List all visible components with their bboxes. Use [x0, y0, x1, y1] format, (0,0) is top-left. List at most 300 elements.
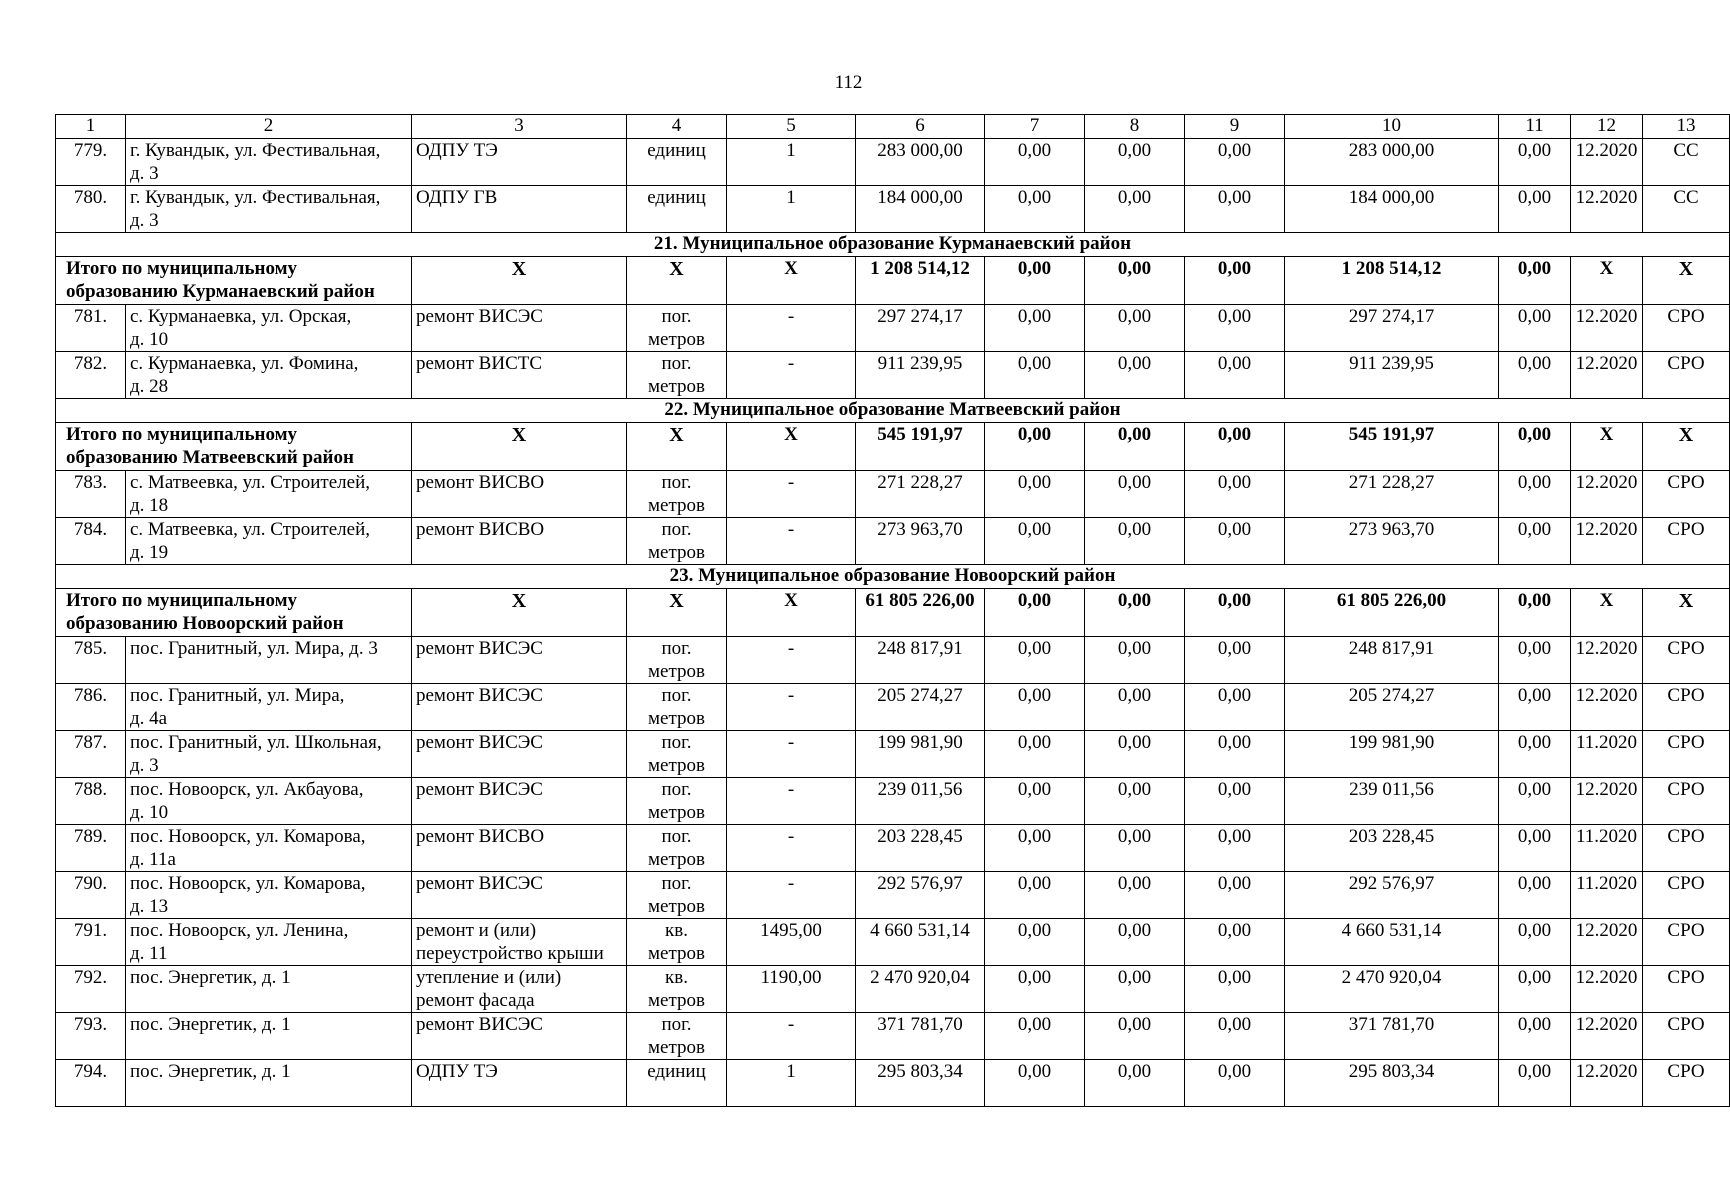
- row-col7: 0,00: [985, 966, 1085, 1013]
- row-col11: 0,00: [1499, 966, 1571, 1013]
- row-work-type: [412, 1013, 627, 1060]
- row-address: [126, 731, 412, 778]
- row-col11: 0,00: [1499, 471, 1571, 518]
- row-work-type: [412, 186, 627, 233]
- row-col11: 0,00: [1499, 684, 1571, 731]
- row-col8: 0,00: [1085, 186, 1185, 233]
- row-quantity: 1190,00: [727, 966, 856, 1013]
- row-col11: 0,00: [1499, 637, 1571, 684]
- total-label: [56, 257, 412, 305]
- row-number: 780.: [56, 186, 126, 233]
- table-row: [56, 684, 1730, 731]
- row-number: 788.: [56, 778, 126, 825]
- row-unit: [627, 825, 727, 872]
- row-fund: СРО: [1643, 919, 1730, 966]
- row-quantity: -: [727, 684, 856, 731]
- row-unit: [627, 966, 727, 1013]
- header-cell: 1: [56, 115, 126, 139]
- row-date: 12.2020: [1571, 139, 1643, 186]
- row-number: 785.: [56, 637, 126, 684]
- row-address: [126, 139, 412, 186]
- row-work-type-line: ремонт ВИСЭС: [416, 873, 543, 894]
- row-address-line: д. 3: [130, 755, 159, 776]
- row-unit-line: метров: [648, 329, 705, 350]
- total-col10: 545 191,97: [1285, 423, 1499, 471]
- table-row: [56, 352, 1730, 399]
- row-fund: СРО: [1643, 1013, 1730, 1060]
- total-col7: 0,00: [985, 589, 1085, 637]
- row-col7: 0,00: [985, 471, 1085, 518]
- row-col11: 0,00: [1499, 139, 1571, 186]
- row-col8: 0,00: [1085, 1060, 1185, 1107]
- row-fund: СРО: [1643, 731, 1730, 778]
- row-address: [126, 1013, 412, 1060]
- row-fund: СРО: [1643, 966, 1730, 1013]
- total-col7: 0,00: [985, 423, 1085, 471]
- total-x-col5: X: [727, 589, 856, 637]
- row-unit: [627, 518, 727, 565]
- row-work-type-line: ремонт ВИСЭС: [416, 685, 543, 706]
- row-col11: 0,00: [1499, 186, 1571, 233]
- row-fund: СРО: [1643, 305, 1730, 352]
- row-address-line: пос. Энергетик, д. 1: [130, 1061, 291, 1082]
- row-quantity: 1: [727, 1060, 856, 1107]
- table-row: [56, 637, 1730, 684]
- row-number: 789.: [56, 825, 126, 872]
- row-work-type: [412, 352, 627, 399]
- row-col11: 0,00: [1499, 919, 1571, 966]
- row-total-cost: 203 228,45: [856, 825, 985, 872]
- total-x-col13: X: [1643, 589, 1730, 637]
- row-date: 11.2020: [1571, 872, 1643, 919]
- row-unit: [627, 637, 727, 684]
- header-cell: 7: [985, 115, 1085, 139]
- row-number: 791.: [56, 919, 126, 966]
- row-fund: СРО: [1643, 471, 1730, 518]
- row-address-line: д. 3: [130, 163, 159, 184]
- row-work-type-line: ремонт ВИСВО: [416, 519, 545, 540]
- row-number: 781.: [56, 305, 126, 352]
- row-col7: 0,00: [985, 1013, 1085, 1060]
- row-address: [126, 919, 412, 966]
- header-cell: 9: [1185, 115, 1285, 139]
- row-col10: 239 011,56: [1285, 778, 1499, 825]
- row-total-cost: 295 803,34: [856, 1060, 985, 1107]
- row-col11: 0,00: [1499, 1013, 1571, 1060]
- row-unit-line: пог.: [661, 1014, 692, 1035]
- total-label-line: Итого по муниципальному: [66, 424, 298, 445]
- row-unit: [627, 684, 727, 731]
- row-unit-line: метров: [648, 661, 705, 682]
- row-number: 787.: [56, 731, 126, 778]
- row-unit-line: метров: [648, 495, 705, 516]
- row-number: 779.: [56, 139, 126, 186]
- row-col11: 0,00: [1499, 825, 1571, 872]
- row-unit-line: метров: [648, 708, 705, 729]
- row-total-cost: 371 781,70: [856, 1013, 985, 1060]
- table-body: [56, 115, 1730, 1107]
- row-fund: СРО: [1643, 352, 1730, 399]
- header-cell: 12: [1571, 115, 1643, 139]
- total-label: [56, 589, 412, 637]
- row-col8: 0,00: [1085, 778, 1185, 825]
- row-number: 784.: [56, 518, 126, 565]
- row-col7: 0,00: [985, 731, 1085, 778]
- row-date: 12.2020: [1571, 1013, 1643, 1060]
- total-col11: 0,00: [1499, 423, 1571, 471]
- row-number: 786.: [56, 684, 126, 731]
- row-work-type-line: ремонт ВИСЭС: [416, 732, 543, 753]
- row-col9: 0,00: [1185, 637, 1285, 684]
- table-row: [56, 1013, 1730, 1060]
- row-col7: 0,00: [985, 139, 1085, 186]
- section-title: 23. Муниципальное образование Новоорский район: [56, 565, 1730, 589]
- total-label-line: образованию Новоорский район: [66, 613, 344, 634]
- row-col9: 0,00: [1185, 778, 1285, 825]
- total-sum: 1 208 514,12: [856, 257, 985, 305]
- row-total-cost: 184 000,00: [856, 186, 985, 233]
- row-address: [126, 825, 412, 872]
- section-title: 21. Муниципальное образование Курманаевский район: [56, 233, 1730, 257]
- header-cell: 11: [1499, 115, 1571, 139]
- total-x-col13: X: [1643, 423, 1730, 471]
- row-unit-line: пог.: [661, 472, 692, 493]
- row-address-line: с. Матвеевка, ул. Строителей,: [130, 519, 370, 540]
- row-col9: 0,00: [1185, 139, 1285, 186]
- row-total-cost: 248 817,91: [856, 637, 985, 684]
- row-col9: 0,00: [1185, 872, 1285, 919]
- total-row: [56, 589, 1730, 637]
- row-fund: СРО: [1643, 684, 1730, 731]
- row-date: 12.2020: [1571, 1060, 1643, 1107]
- row-quantity: -: [727, 471, 856, 518]
- total-x-col4: X: [627, 423, 727, 471]
- total-x-col3: X: [412, 589, 627, 637]
- section-title: 22. Муниципальное образование Матвеевский район: [56, 399, 1730, 423]
- row-work-type-line: ремонт ВИСТС: [416, 353, 543, 374]
- total-col9: 0,00: [1185, 589, 1285, 637]
- header-cell: 6: [856, 115, 985, 139]
- total-col11: 0,00: [1499, 257, 1571, 305]
- total-col7: 0,00: [985, 257, 1085, 305]
- row-address: [126, 966, 412, 1013]
- row-address-line: д. 10: [130, 802, 169, 823]
- row-unit-line: метров: [648, 896, 705, 917]
- row-address-line: пос. Новоорск, ул. Акбауова,: [130, 779, 364, 800]
- row-col10: 283 000,00: [1285, 139, 1499, 186]
- row-col7: 0,00: [985, 186, 1085, 233]
- row-unit-line: пог.: [661, 519, 692, 540]
- table-row: [56, 778, 1730, 825]
- row-quantity: -: [727, 778, 856, 825]
- row-unit-line: метров: [648, 542, 705, 563]
- row-col9: 0,00: [1185, 1060, 1285, 1107]
- row-address-line: пос. Энергетик, д. 1: [130, 967, 291, 988]
- row-total-cost: 199 981,90: [856, 731, 985, 778]
- row-address-line: г. Кувандык, ул. Фестивальная,: [130, 187, 381, 208]
- row-col8: 0,00: [1085, 966, 1185, 1013]
- row-fund: СРО: [1643, 518, 1730, 565]
- total-col8: 0,00: [1085, 589, 1185, 637]
- row-work-type-line: ремонт ВИСЭС: [416, 1014, 543, 1035]
- row-col9: 0,00: [1185, 471, 1285, 518]
- row-unit-line: метров: [648, 755, 705, 776]
- row-address-line: пос. Новоорск, ул. Ленина,: [130, 920, 349, 941]
- row-date: 11.2020: [1571, 825, 1643, 872]
- total-label-line: образованию Курманаевский район: [66, 281, 375, 302]
- total-x-col5: X: [727, 423, 856, 471]
- row-col7: 0,00: [985, 352, 1085, 399]
- row-work-type: [412, 966, 627, 1013]
- row-quantity: -: [727, 872, 856, 919]
- row-work-type: [412, 518, 627, 565]
- row-unit-line: метров: [648, 1037, 705, 1058]
- row-col10: 297 274,17: [1285, 305, 1499, 352]
- row-unit: [627, 352, 727, 399]
- row-work-type: [412, 305, 627, 352]
- row-col7: 0,00: [985, 637, 1085, 684]
- total-col9: 0,00: [1185, 257, 1285, 305]
- row-unit-line: пог.: [661, 826, 692, 847]
- row-col9: 0,00: [1185, 1013, 1285, 1060]
- row-work-type: [412, 825, 627, 872]
- row-address-line: с. Матвеевка, ул. Строителей,: [130, 472, 370, 493]
- row-col10: 4 660 531,14: [1285, 919, 1499, 966]
- table-row: [56, 518, 1730, 565]
- row-work-type-line: переустройство крыши: [416, 943, 604, 964]
- row-address-line: д. 28: [130, 376, 169, 397]
- total-label-line: Итого по муниципальному: [66, 590, 298, 611]
- row-total-cost: 292 576,97: [856, 872, 985, 919]
- row-col8: 0,00: [1085, 471, 1185, 518]
- row-total-cost: 239 011,56: [856, 778, 985, 825]
- row-work-type-line: ОДПУ ТЭ: [416, 1061, 498, 1082]
- row-col9: 0,00: [1185, 825, 1285, 872]
- row-unit-line: единиц: [647, 187, 706, 208]
- row-unit-line: единиц: [647, 1061, 706, 1082]
- row-col10: 205 274,27: [1285, 684, 1499, 731]
- row-col7: 0,00: [985, 518, 1085, 565]
- row-address-line: пос. Энергетик, д. 1: [130, 1014, 291, 1035]
- row-unit: [627, 471, 727, 518]
- row-work-type-line: ремонт ВИСВО: [416, 472, 545, 493]
- row-col8: 0,00: [1085, 1013, 1185, 1060]
- row-date: 12.2020: [1571, 778, 1643, 825]
- row-col11: 0,00: [1499, 872, 1571, 919]
- row-address-line: д. 3: [130, 210, 159, 231]
- row-col9: 0,00: [1185, 731, 1285, 778]
- row-number: 782.: [56, 352, 126, 399]
- row-unit: [627, 731, 727, 778]
- row-date: 12.2020: [1571, 684, 1643, 731]
- row-unit-line: пог.: [661, 732, 692, 753]
- header-cell: 10: [1285, 115, 1499, 139]
- row-unit: [627, 305, 727, 352]
- row-date: 12.2020: [1571, 518, 1643, 565]
- row-col7: 0,00: [985, 872, 1085, 919]
- row-address: [126, 305, 412, 352]
- row-col10: 2 470 920,04: [1285, 966, 1499, 1013]
- row-work-type: [412, 1060, 627, 1107]
- row-address-line: д. 19: [130, 542, 169, 563]
- table-row: [56, 966, 1730, 1013]
- row-number: 790.: [56, 872, 126, 919]
- row-col10: 371 781,70: [1285, 1013, 1499, 1060]
- row-quantity: -: [727, 731, 856, 778]
- row-address-line: пос. Гранитный, ул. Мира, д. 3: [130, 638, 378, 659]
- row-col7: 0,00: [985, 1060, 1085, 1107]
- row-quantity: 1: [727, 139, 856, 186]
- row-unit-line: пог.: [661, 685, 692, 706]
- row-fund: СС: [1643, 139, 1730, 186]
- row-unit-line: пог.: [661, 873, 692, 894]
- row-col8: 0,00: [1085, 919, 1185, 966]
- row-address: [126, 352, 412, 399]
- row-col8: 0,00: [1085, 731, 1185, 778]
- table-row: [56, 731, 1730, 778]
- row-work-type: [412, 872, 627, 919]
- row-col10: 184 000,00: [1285, 186, 1499, 233]
- row-address-line: пос. Гранитный, ул. Школьная,: [130, 732, 382, 753]
- row-col7: 0,00: [985, 305, 1085, 352]
- row-fund: СРО: [1643, 778, 1730, 825]
- row-work-type-line: ремонт ВИСВО: [416, 826, 545, 847]
- row-col9: 0,00: [1185, 919, 1285, 966]
- row-col7: 0,00: [985, 778, 1085, 825]
- row-unit: [627, 139, 727, 186]
- table-row: [56, 139, 1730, 186]
- header-cell: 2: [126, 115, 412, 139]
- page-number: 112: [834, 72, 863, 93]
- row-date: 12.2020: [1571, 966, 1643, 1013]
- header-cell: 13: [1643, 115, 1730, 139]
- row-work-type: [412, 139, 627, 186]
- row-unit-line: метров: [648, 849, 705, 870]
- row-work-type-line: ремонт фасада: [416, 990, 535, 1011]
- row-address-line: д. 11: [130, 943, 168, 964]
- header-cell: 3: [412, 115, 627, 139]
- total-x-col4: X: [627, 589, 727, 637]
- register-table: [55, 114, 1730, 1107]
- row-address-line: пос. Новоорск, ул. Комарова,: [130, 873, 366, 894]
- row-address: [126, 637, 412, 684]
- row-work-type-line: ОДПУ ТЭ: [416, 140, 498, 161]
- row-address-line: пос. Новоорск, ул. Комарова,: [130, 826, 366, 847]
- row-address: [126, 1060, 412, 1107]
- row-quantity: 1: [727, 186, 856, 233]
- row-total-cost: 283 000,00: [856, 139, 985, 186]
- row-unit: [627, 872, 727, 919]
- total-col9: 0,00: [1185, 423, 1285, 471]
- row-date: 12.2020: [1571, 186, 1643, 233]
- total-x-col12: X: [1571, 257, 1643, 305]
- row-total-cost: 297 274,17: [856, 305, 985, 352]
- row-work-type: [412, 471, 627, 518]
- row-fund: СРО: [1643, 637, 1730, 684]
- row-address: [126, 778, 412, 825]
- row-address-line: д. 11а: [130, 849, 176, 870]
- row-unit: [627, 1060, 727, 1107]
- row-work-type-line: утепление и (или): [416, 967, 562, 988]
- row-col11: 0,00: [1499, 518, 1571, 565]
- row-col8: 0,00: [1085, 352, 1185, 399]
- row-unit-line: пог.: [661, 306, 692, 327]
- row-date: 12.2020: [1571, 305, 1643, 352]
- row-date: 12.2020: [1571, 352, 1643, 399]
- total-col8: 0,00: [1085, 423, 1185, 471]
- row-unit: [627, 1013, 727, 1060]
- row-col10: 199 981,90: [1285, 731, 1499, 778]
- header-cell: 8: [1085, 115, 1185, 139]
- row-col8: 0,00: [1085, 139, 1185, 186]
- table-row: [56, 305, 1730, 352]
- row-address: [126, 471, 412, 518]
- total-x-col5: X: [727, 257, 856, 305]
- table-row: [56, 872, 1730, 919]
- row-quantity: -: [727, 305, 856, 352]
- row-fund: СРО: [1643, 872, 1730, 919]
- row-col10: 911 239,95: [1285, 352, 1499, 399]
- header-cell: 4: [627, 115, 727, 139]
- row-address-line: г. Кувандык, ул. Фестивальная,: [130, 140, 381, 161]
- row-unit-line: пог.: [661, 638, 692, 659]
- row-quantity: -: [727, 1013, 856, 1060]
- row-unit-line: кв.: [665, 920, 688, 941]
- total-col10: 1 208 514,12: [1285, 257, 1499, 305]
- row-col11: 0,00: [1499, 352, 1571, 399]
- section-row: [56, 233, 1730, 257]
- row-fund: СС: [1643, 186, 1730, 233]
- row-total-cost: 273 963,70: [856, 518, 985, 565]
- row-col10: 295 803,34: [1285, 1060, 1499, 1107]
- header-cell: 5: [727, 115, 856, 139]
- row-work-type-line: ремонт ВИСЭС: [416, 638, 543, 659]
- row-quantity: 1495,00: [727, 919, 856, 966]
- total-label-line: Итого по муниципальному: [66, 258, 298, 279]
- row-address: [126, 684, 412, 731]
- section-row: [56, 399, 1730, 423]
- row-unit-line: единиц: [647, 140, 706, 161]
- row-col10: 248 817,91: [1285, 637, 1499, 684]
- row-quantity: -: [727, 637, 856, 684]
- total-label-line: образованию Матвеевский район: [66, 447, 354, 468]
- row-total-cost: 271 228,27: [856, 471, 985, 518]
- row-total-cost: 911 239,95: [856, 352, 985, 399]
- row-col10: 271 228,27: [1285, 471, 1499, 518]
- row-quantity: -: [727, 825, 856, 872]
- row-total-cost: 205 274,27: [856, 684, 985, 731]
- row-address: [126, 186, 412, 233]
- row-address: [126, 872, 412, 919]
- row-unit-line: метров: [648, 376, 705, 397]
- row-work-type-line: ремонт ВИСЭС: [416, 306, 543, 327]
- row-total-cost: 4 660 531,14: [856, 919, 985, 966]
- total-col8: 0,00: [1085, 257, 1185, 305]
- total-x-col13: X: [1643, 257, 1730, 305]
- row-number: 783.: [56, 471, 126, 518]
- row-number: 792.: [56, 966, 126, 1013]
- row-work-type: [412, 919, 627, 966]
- total-row: [56, 257, 1730, 305]
- row-address-line: д. 18: [130, 495, 169, 516]
- total-x-col3: X: [412, 423, 627, 471]
- row-fund: СРО: [1643, 825, 1730, 872]
- row-unit: [627, 778, 727, 825]
- row-unit-line: метров: [648, 943, 705, 964]
- row-address-line: пос. Гранитный, ул. Мира,: [130, 685, 345, 706]
- row-col11: 0,00: [1499, 778, 1571, 825]
- table-row: [56, 1060, 1730, 1107]
